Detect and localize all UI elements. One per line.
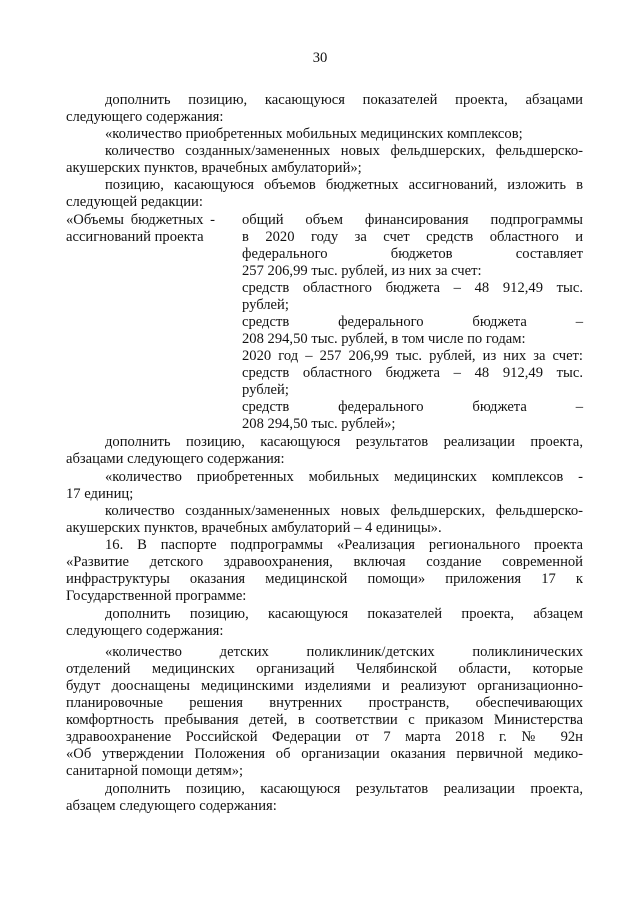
text-line: отделений медицинских организаций Челябинской области, которые — [66, 661, 583, 677]
table-value-line: общий объем финансирования подпрограммы — [242, 212, 583, 228]
text-line: комфортность пребывания детей, в соответствии с приказом Министерства — [66, 712, 583, 728]
text-line: следующей редакции: — [66, 194, 203, 210]
text-line: количество созданных/замененных новых фельдшерских, фельдшерско- — [105, 143, 583, 159]
text-line: абзацем следующего содержания: — [66, 798, 277, 814]
text-line: «Об утверждении Положения об организации оказания первичной медико- — [66, 746, 583, 762]
text-line: дополнить позицию, касающуюся показателей проекта, абзацами — [105, 92, 583, 108]
table-value-line: рублей; — [242, 297, 289, 313]
text-line: «Развитие детского здравоохранения, включая создание современной — [66, 554, 583, 570]
table-value-line: федерального бюджетов составляет — [242, 246, 583, 262]
text-line: акушерских пунктов, врачебных амбулаторий»; — [66, 160, 362, 176]
text-line: 16. В паспорте подпрограммы «Реализация регионального проекта — [105, 537, 583, 553]
table-value-line: средств федерального бюджета – — [242, 314, 583, 330]
table-value-line: 257 206,99 тыс. рублей, из них за счет: — [242, 263, 482, 279]
text-line: планировочные решения внутренних пространств, обеспечивающих — [66, 695, 583, 711]
text-line: дополнить позицию, касающуюся результатов реализации проекта, — [105, 434, 583, 450]
text-line: дополнить позицию, касающуюся показателей проекта, абзацем — [105, 606, 583, 622]
table-value-line: средств областного бюджета – 48 912,49 тыс. — [242, 365, 583, 381]
text-line: инфраструктуры оказания медицинской помощи» приложения 17 к — [66, 571, 583, 587]
table-value-line: в 2020 году за счет средств областного и — [242, 229, 583, 245]
table-value-line: 208 294,50 тыс. рублей, в том числе по годам: — [242, 331, 526, 347]
text-line: количество созданных/замененных новых фельдшерских, фельдшерско- — [105, 503, 583, 519]
table-value-line: 208 294,50 тыс. рублей»; — [242, 416, 396, 432]
table-label-line: «Объемы бюджетных - — [66, 212, 215, 228]
text-line: следующего содержания: — [66, 109, 224, 125]
text-line: будут дооснащены медицинскими изделиями и реализуют организационно- — [66, 678, 583, 694]
text-line: позицию, касающуюся объемов бюджетных ассигнований, изложить в — [105, 177, 583, 193]
text-line: «количество детских поликлиник/детских поликлинических — [105, 644, 583, 660]
text-line: 17 единиц; — [66, 486, 134, 502]
table-value-line: средств областного бюджета – 48 912,49 тыс. — [242, 280, 583, 296]
text-line: абзацами следующего содержания: — [66, 451, 285, 467]
text-line: здравоохранение Российской Федерации от 7 марта 2018 г. № 92н — [66, 729, 583, 745]
table-value-line: рублей; — [242, 382, 289, 398]
text-line: Государственной программе: — [66, 588, 247, 604]
page-number: 30 — [312, 50, 328, 66]
text-line: следующего содержания: — [66, 623, 224, 639]
text-line: акушерских пунктов, врачебных амбулаторий – 4 единицы». — [66, 520, 442, 536]
table-value-line: 2020 год – 257 206,99 тыс. рублей, из них за счет: — [242, 348, 583, 364]
text-line: санитарной помощи детям»; — [66, 763, 244, 779]
text-line: «количество приобретенных мобильных медицинских комплексов - — [105, 469, 583, 485]
text-line: дополнить позицию, касающуюся результатов реализации проекта, — [105, 781, 583, 797]
table-label-line: ассигнований проекта — [66, 229, 204, 245]
text-line: «количество приобретенных мобильных медицинских комплексов; — [105, 126, 523, 142]
table-value-line: средств федерального бюджета – — [242, 399, 583, 415]
